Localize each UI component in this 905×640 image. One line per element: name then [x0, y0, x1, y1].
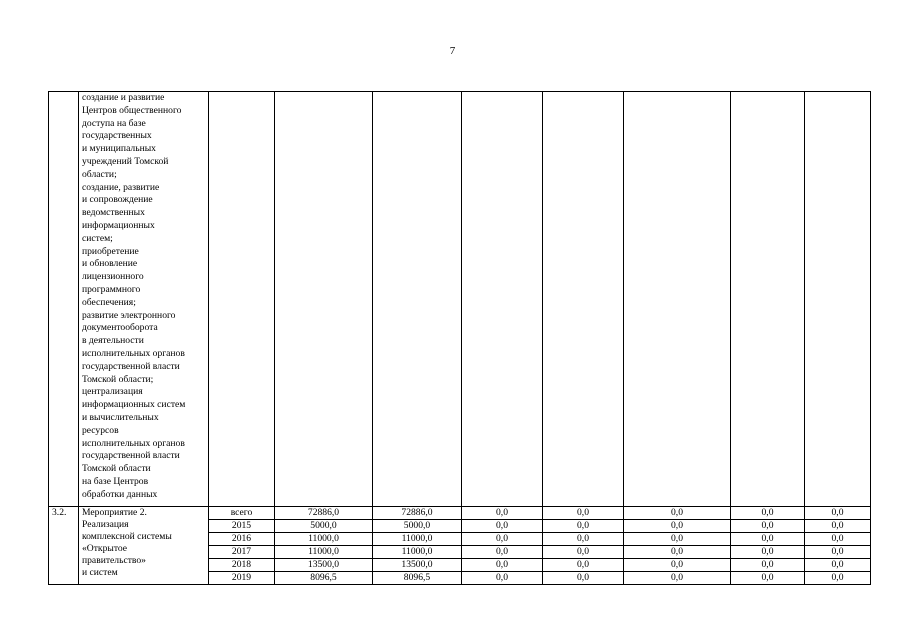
item-name-line: правительство»	[82, 555, 146, 566]
cell-index-empty	[49, 92, 79, 507]
description-line: развитие электронного	[82, 309, 176, 321]
description-line: ресурсов	[82, 424, 119, 436]
period-cell: всего	[209, 507, 275, 520]
item-name-line: Мероприятие 2.	[82, 507, 147, 518]
description-line: обработки данных	[82, 488, 158, 500]
value-cell: 0,0	[624, 507, 731, 520]
item-name-line: Реализация	[82, 519, 129, 530]
activity-description	[79, 92, 209, 507]
value-cell: 0,0	[624, 546, 731, 559]
item-index: 3.2.	[49, 507, 79, 585]
description-line: Томской области;	[82, 373, 154, 385]
value-cell: 8096,5	[373, 572, 462, 585]
period-cell: 2016	[209, 533, 275, 546]
value-cell: 0,0	[462, 559, 543, 572]
value-cell: 0,0	[462, 572, 543, 585]
value-cell: 0,0	[805, 507, 871, 520]
description-line: учреждений Томской	[82, 155, 169, 167]
value-cell: 0,0	[624, 559, 731, 572]
value-cell: 0,0	[731, 546, 805, 559]
description-line: лицензионного	[82, 271, 144, 283]
value-cell: 0,0	[805, 572, 871, 585]
value-cell: 0,0	[543, 533, 624, 546]
value-cell: 0,0	[543, 559, 624, 572]
description-line: и вычислительных	[82, 411, 159, 423]
description-line: исполнительных органов	[82, 437, 185, 449]
description-line: обеспечения;	[82, 296, 136, 308]
value-cell: 0,0	[543, 520, 624, 533]
value-cell: 11000,0	[275, 546, 373, 559]
description-line: на базе Центров	[82, 475, 149, 487]
item-name	[79, 507, 209, 585]
value-cell: 0,0	[624, 520, 731, 533]
value-cell: 0,0	[462, 533, 543, 546]
description-line: приобретение	[82, 245, 139, 257]
cell-empty	[373, 92, 462, 507]
value-cell: 0,0	[731, 507, 805, 520]
value-cell: 0,0	[543, 507, 624, 520]
value-cell: 72886,0	[373, 507, 462, 520]
description-line: и обновление	[82, 258, 138, 270]
description-line: государственных	[82, 130, 152, 142]
description-line: и муниципальных	[82, 143, 156, 155]
description-line: Центров общественного	[82, 104, 182, 116]
cell-empty	[275, 92, 373, 507]
value-cell: 13500,0	[373, 559, 462, 572]
cell-empty	[731, 92, 805, 507]
description-line: области;	[82, 168, 117, 180]
value-cell: 0,0	[731, 520, 805, 533]
value-cell: 0,0	[543, 572, 624, 585]
value-cell: 0,0	[624, 572, 731, 585]
description-line: программного	[82, 283, 141, 295]
value-cell: 0,0	[462, 546, 543, 559]
description-line: в деятельности	[82, 335, 144, 347]
value-cell: 72886,0	[275, 507, 373, 520]
period-cell: 2018	[209, 559, 275, 572]
description-line: создание и развитие	[82, 92, 165, 103]
cell-empty	[624, 92, 731, 507]
item-name-line: комплексной системы	[82, 531, 172, 542]
cell-empty	[209, 92, 275, 507]
description-line: создание, развитие	[82, 181, 160, 193]
value-cell: 0,0	[805, 520, 871, 533]
value-cell: 0,0	[462, 507, 543, 520]
description-line: документооборота	[82, 322, 158, 334]
description-line: ведомственных	[82, 207, 145, 219]
period-cell: 2019	[209, 572, 275, 585]
description-line: и сопровождение	[82, 194, 153, 206]
value-cell: 0,0	[624, 533, 731, 546]
value-cell: 0,0	[731, 559, 805, 572]
description-line: систем;	[82, 232, 113, 244]
cell-empty	[543, 92, 624, 507]
value-cell: 5000,0	[275, 520, 373, 533]
description-line: централизация	[82, 386, 143, 398]
value-cell: 8096,5	[275, 572, 373, 585]
cell-empty	[805, 92, 871, 507]
value-cell: 11000,0	[373, 546, 462, 559]
period-cell: 2017	[209, 546, 275, 559]
value-cell: 0,0	[731, 572, 805, 585]
value-cell: 5000,0	[373, 520, 462, 533]
table-row-continuation	[49, 92, 871, 507]
program-table	[48, 91, 871, 585]
description-line: информационных	[82, 219, 155, 231]
cell-empty	[462, 92, 543, 507]
description-line: исполнительных органов	[82, 347, 185, 359]
description-line: государственной власти	[82, 360, 180, 372]
description-line: информационных систем	[82, 399, 186, 411]
item-name-line: «Открытое	[82, 543, 128, 554]
value-cell: 13500,0	[275, 559, 373, 572]
value-cell: 0,0	[462, 520, 543, 533]
value-cell: 0,0	[805, 559, 871, 572]
table-row	[49, 507, 871, 520]
value-cell: 11000,0	[373, 533, 462, 546]
description-line: государственной власти	[82, 450, 180, 462]
page-number: 7	[449, 45, 456, 57]
value-cell: 0,0	[731, 533, 805, 546]
value-cell: 11000,0	[275, 533, 373, 546]
description-line: Томской области	[82, 463, 151, 475]
period-cell: 2015	[209, 520, 275, 533]
value-cell: 0,0	[805, 546, 871, 559]
value-cell: 0,0	[805, 533, 871, 546]
description-line: доступа на базе	[82, 117, 146, 129]
value-cell: 0,0	[543, 546, 624, 559]
item-name-line: и систем	[82, 567, 118, 578]
